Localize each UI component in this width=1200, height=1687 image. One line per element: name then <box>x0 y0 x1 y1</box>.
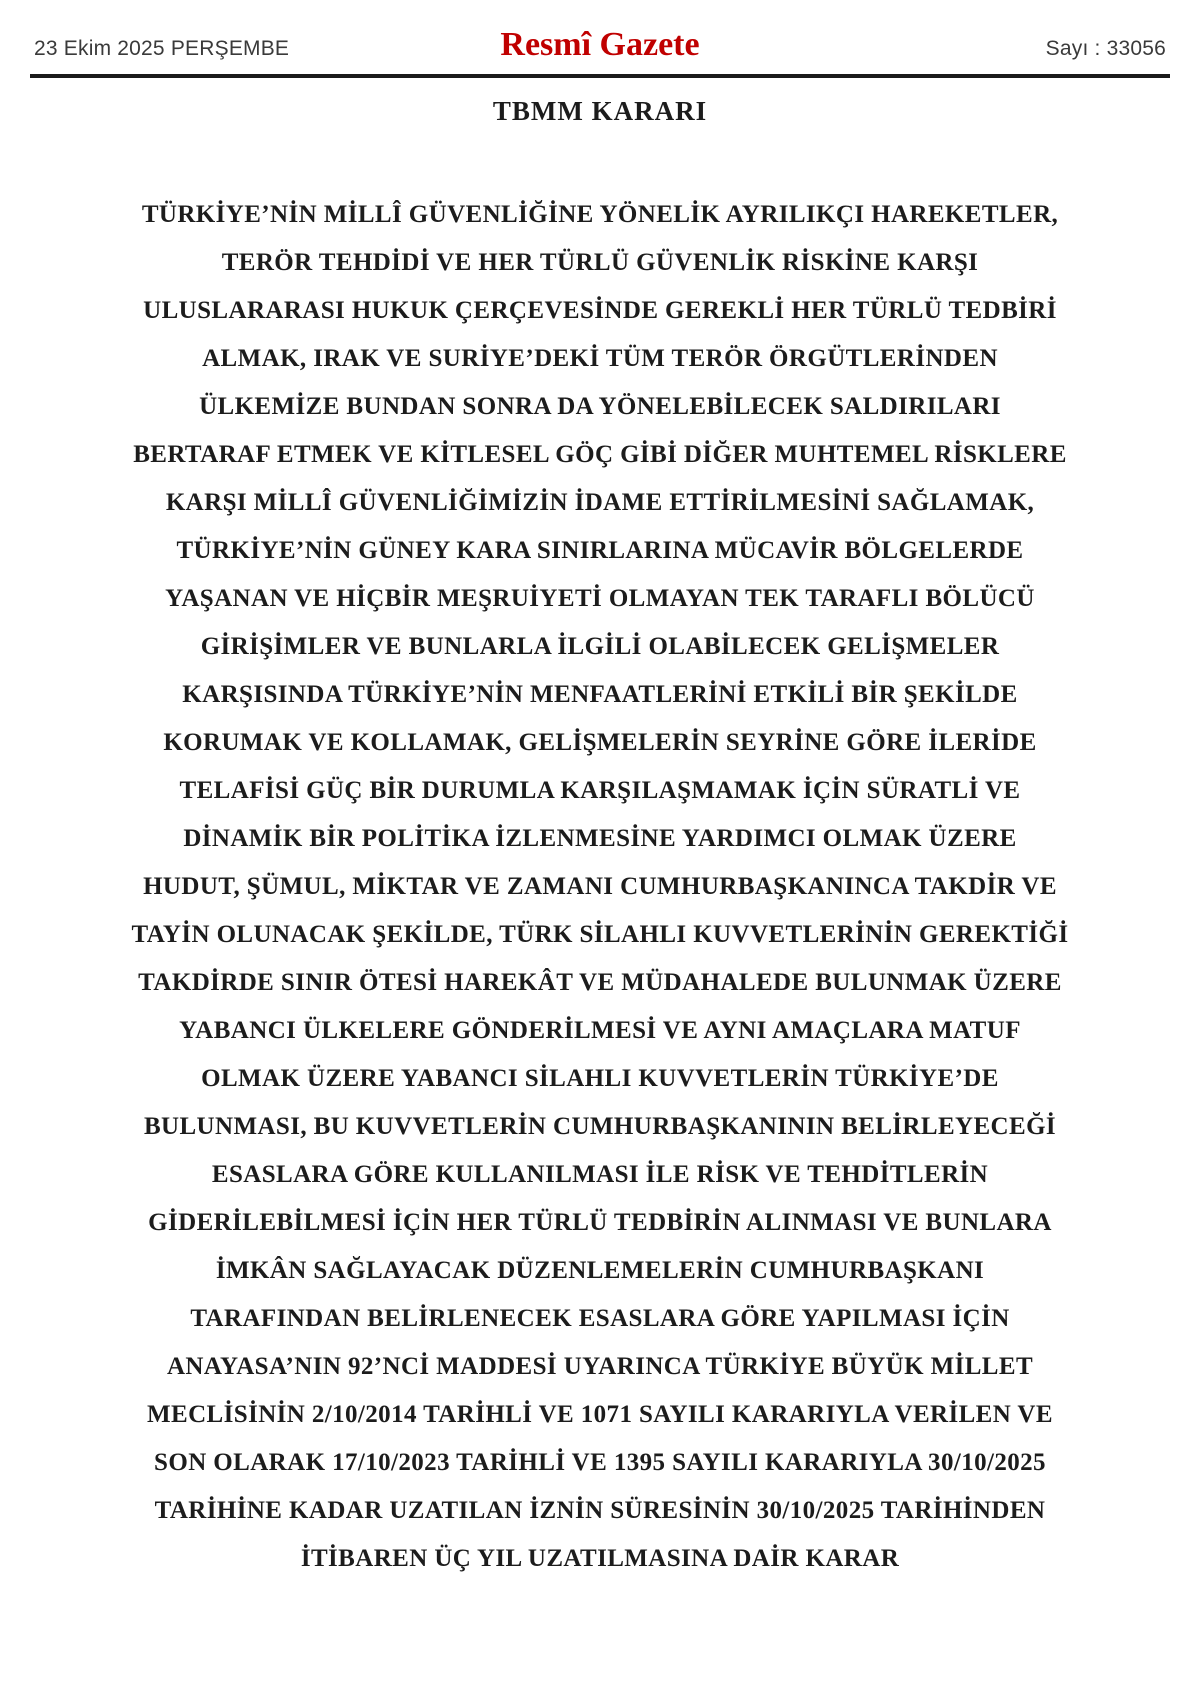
gazette-header <box>0 0 1200 64</box>
decision-line: KARŞISINDA TÜRKİYE’NİN MENFAATLERİNİ ETKİLİ BİR ŞEKİLDE <box>182 681 1018 708</box>
decision-line: ULUSLARARASI HUKUK ÇERÇEVESİNDE GEREKLİ HER TÜRLÜ TEDBİRİ <box>143 297 1057 324</box>
decision-line: TERÖR TEHDİDİ VE HER TÜRLÜ GÜVENLİK RİSKİNE KARŞI <box>221 249 979 276</box>
decision-line: TÜRKİYE’NİN GÜNEY KARA SINIRLARINA MÜCAVİR BÖLGELERDE <box>176 537 1024 564</box>
header-date: 23 Ekim 2025 PERŞEMBE <box>34 37 290 60</box>
decision-line: TELAFİSİ GÜÇ BİR DURUMLA KARŞILAŞMAMAK İÇİN SÜRATLİ VE <box>179 777 1021 804</box>
decision-line: YABANCI ÜLKELERE GÖNDERİLMESİ VE AYNI AMAÇLARA MATUF <box>179 1017 1021 1044</box>
decision-line: MECLİSİNİN 2/10/2014 TARİHLİ VE 1071 SAYILI KARARIYLA VERİLEN VE <box>147 1401 1053 1428</box>
decision-line: BERTARAF ETMEK VE KİTLESEL GÖÇ GİBİ DİĞER MUHTEMEL RİSKLERE <box>133 441 1067 468</box>
decision-line: BULUNMASI, BU KUVVETLERİN CUMHURBAŞKANININ BELİRLEYECEĞİ <box>143 1113 1057 1140</box>
decision-text <box>30 191 1170 1583</box>
decision-line: KORUMAK VE KOLLAMAK, GELİŞMELERİN SEYRİNE GÖRE İLERİDE <box>163 729 1037 756</box>
decision-line: OLMAK ÜZERE YABANCI SİLAHLI KUVVETLERİN TÜRKİYE’DE <box>201 1065 999 1092</box>
decision-line: ESASLARA GÖRE KULLANILMASI İLE RİSK VE TEHDİTLERİN <box>211 1161 989 1188</box>
decision-line: ÜLKEMİZE BUNDAN SONRA DA YÖNELEBİLECEK SALDIRILARI <box>199 393 1001 420</box>
decision-line: GİDERİLEBİLMESİ İÇİN HER TÜRLÜ TEDBİRİN ALINMASI VE BUNLARA <box>148 1209 1052 1236</box>
decision-line: ANAYASA’NIN 92’NCİ MADDESİ UYARINCA TÜRKİYE BÜYÜK MİLLET <box>166 1353 1034 1380</box>
decision-line: TAYİN OLUNACAK ŞEKİLDE, TÜRK SİLAHLI KUVVETLERİNİN GEREKTİĞİ <box>131 921 1069 948</box>
header-issue-number: Sayı : 33056 <box>1045 37 1166 60</box>
decision-line: TARAFINDAN BELİRLENECEK ESASLARA GÖRE YAPILMASI İÇİN <box>190 1305 1010 1332</box>
decision-line: GİRİŞİMLER VE BUNLARLA İLGİLİ OLABİLECEK GELİŞMELER <box>200 633 1000 660</box>
decision-line: TARİHİNE KADAR UZATILAN İZNİN SÜRESİNİN 30/10/2025 TARİHİNDEN <box>154 1497 1046 1524</box>
decision-line: DİNAMİK BİR POLİTİKA İZLENMESİNE YARDIMCI OLMAK ÜZERE <box>183 825 1017 852</box>
decision-line: ALMAK, IRAK VE SURİYE’DEKİ TÜM TERÖR ÖRGÜTLERİNDEN <box>202 345 998 372</box>
header-divider <box>30 74 1170 78</box>
decision-line: SON OLARAK 17/10/2023 TARİHLİ VE 1395 SAYILI KARARIYLA 30/10/2025 <box>154 1449 1046 1476</box>
decision-line: HUDUT, ŞÜMUL, MİKTAR VE ZAMANI CUMHURBAŞKANINCA TAKDİR VE <box>143 873 1057 900</box>
section-title: TBMM KARARI <box>492 96 708 126</box>
decision-line: YAŞANAN VE HİÇBİR MEŞRUİYETİ OLMAYAN TEK TARAFLI BÖLÜCÜ <box>165 585 1035 612</box>
masthead-title: Resmî Gazete <box>500 26 700 63</box>
decision-line: İMKÂN SAĞLAYACAK DÜZENLEMELERİN CUMHURBAŞKANI <box>215 1257 985 1284</box>
decision-line: TÜRKİYE’NİN MİLLÎ GÜVENLİĞİNE YÖNELİK AYRILIKÇI HAREKETLER, <box>141 201 1059 228</box>
decision-line: KARŞI MİLLÎ GÜVENLİĞİMİZİN İDAME ETTİRİLMESİNİ SAĞLAMAK, <box>165 489 1035 516</box>
decision-line: TAKDİRDE SINIR ÖTESİ HAREKÂT VE MÜDAHALEDE BULUNMAK ÜZERE <box>138 969 1062 996</box>
decision-line: İTİBAREN ÜÇ YIL UZATILMASINA DAİR KARAR <box>300 1545 900 1572</box>
